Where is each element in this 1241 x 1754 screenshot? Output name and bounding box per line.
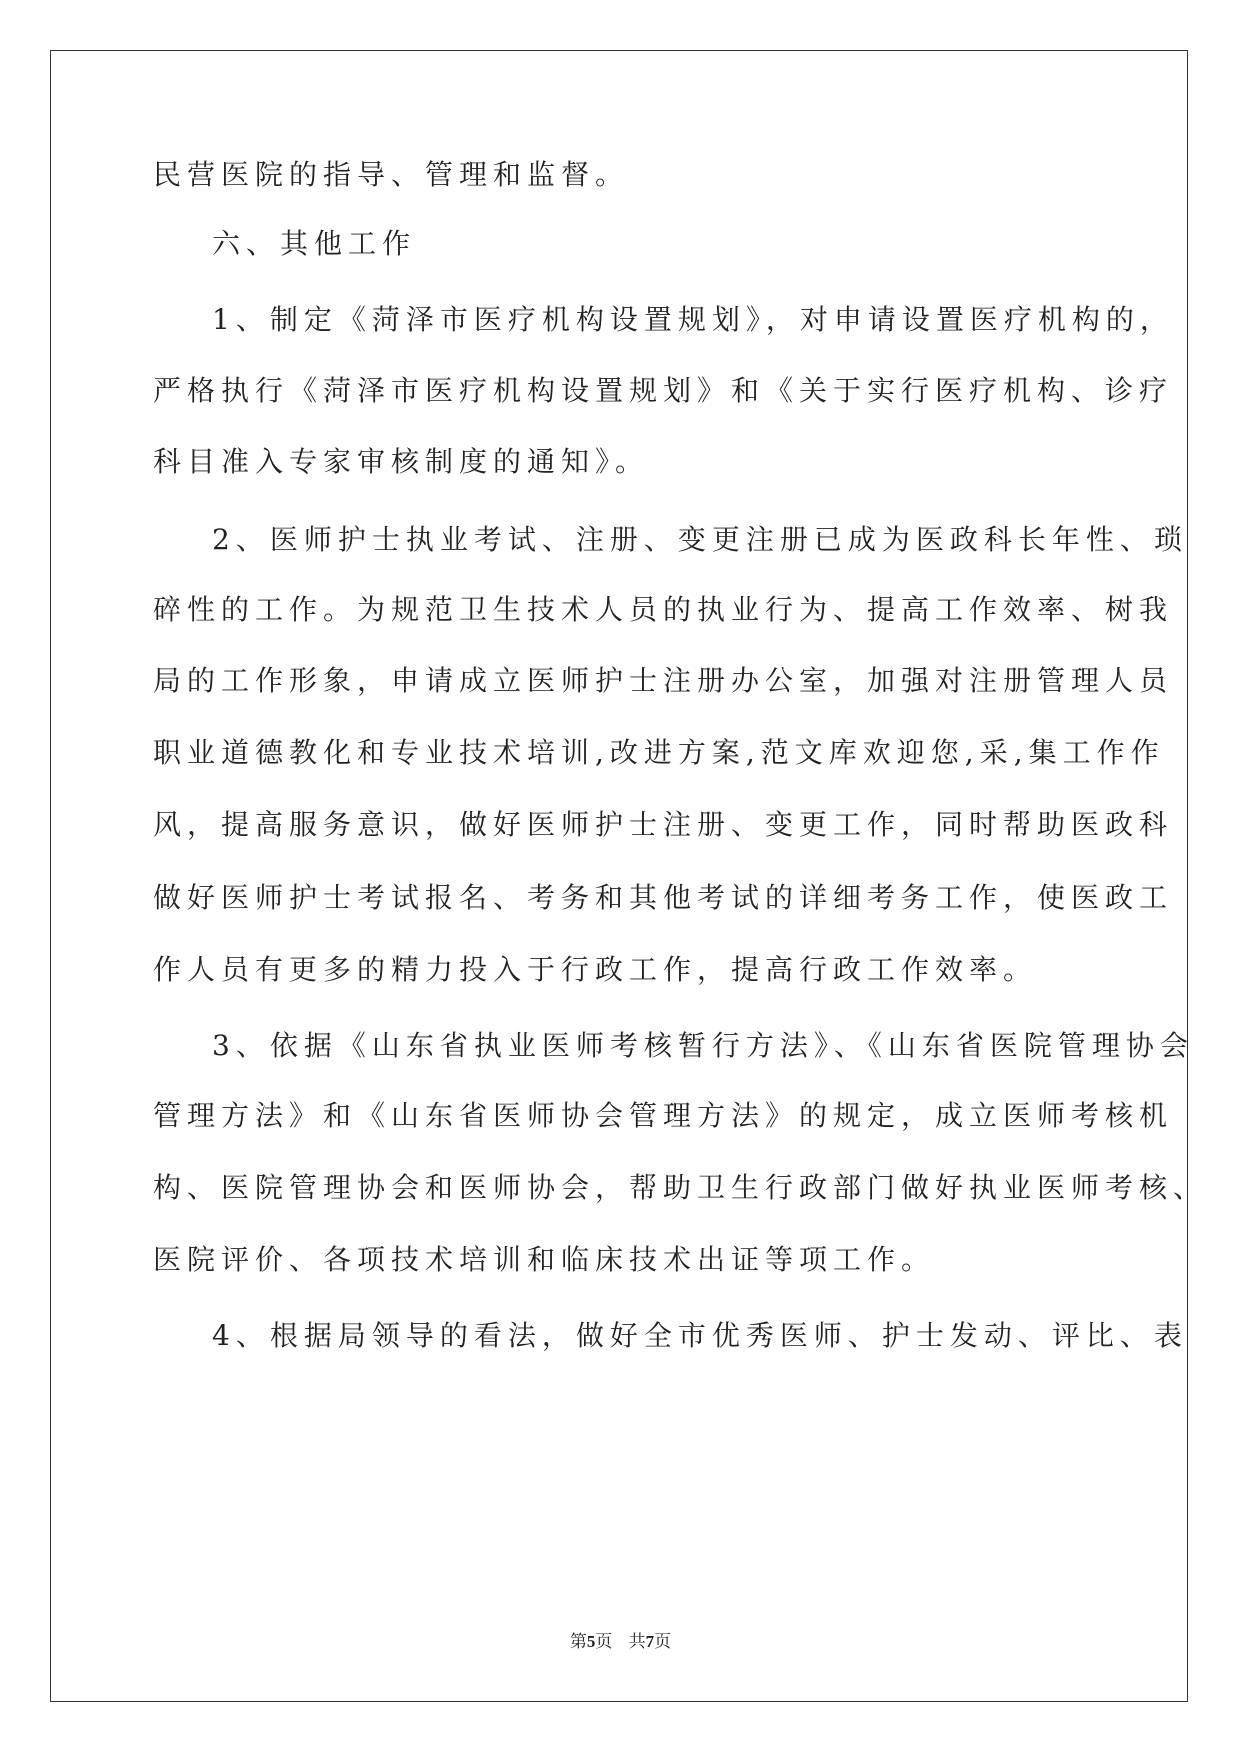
paragraph-line: 1、制定《菏泽市医疗机构设置规划》，对申请设置医疗机构的， — [212, 303, 1174, 336]
page-border — [50, 50, 1188, 1702]
paragraph-line: 严格执行《菏泽市医疗机构设置规划》和《关于实行医疗机构、诊疗 — [153, 374, 1174, 407]
paragraph-line: 2、医师护士执业考试、注册、变更注册已成为医政科长年性、琐 — [212, 523, 1188, 556]
footer-current-page: 5 — [586, 1632, 596, 1651]
paragraph-line: 医院评价、各项技术培训和临床技术出证等项工作。 — [153, 1243, 936, 1276]
paragraph-line: 碎性的工作。为规范卫生技术人员的执业行为、提高工作效率、树我 — [153, 593, 1174, 626]
paragraph-line: 构、医院管理协会和医师协会，帮助卫生行政部门做好执业医师考核、 — [153, 1171, 1208, 1204]
paragraph-line: 民营医院的指导、管理和监督。 — [153, 158, 630, 191]
section-heading: 六、其他工作 — [212, 227, 417, 260]
footer-page-suffix: 页 — [595, 1632, 613, 1652]
footer-total-prefix: 共 — [628, 1632, 646, 1652]
paragraph-line: 职业道德教化和专业技术培训,改进方案,范文库欢迎您,采,集工作作 — [153, 736, 1165, 769]
paragraph-line: 作人员有更多的精力投入于行政工作，提高行政工作效率。 — [153, 953, 1038, 986]
paragraph-line: 科目准入专家审核制度的通知》。 — [153, 445, 650, 478]
footer-total-suffix: 页 — [654, 1632, 672, 1652]
paragraph-line: 风，提高服务意识，做好医师护士注册、变更工作，同时帮助医政科 — [153, 808, 1174, 841]
page-number-footer — [0, 1630, 1241, 1654]
footer-page-prefix: 第 — [569, 1632, 587, 1652]
paragraph-line: 3、依据《山东省执业医师考核暂行方法》、《山东省医院管理协会 — [212, 1029, 1194, 1062]
paragraph-line: 做好医师护士考试报名、考务和其他考试的详细考务工作，使医政工 — [153, 881, 1174, 914]
footer-total-pages: 7 — [645, 1632, 655, 1651]
paragraph-line: 管理方法》和《山东省医师协会管理方法》的规定，成立医师考核机 — [153, 1099, 1174, 1132]
paragraph-line: 4、根据局领导的看法，做好全市优秀医师、护士发动、评比、表 — [212, 1319, 1188, 1352]
paragraph-line: 局的工作形象，申请成立医师护士注册办公室，加强对注册管理人员 — [153, 664, 1174, 697]
